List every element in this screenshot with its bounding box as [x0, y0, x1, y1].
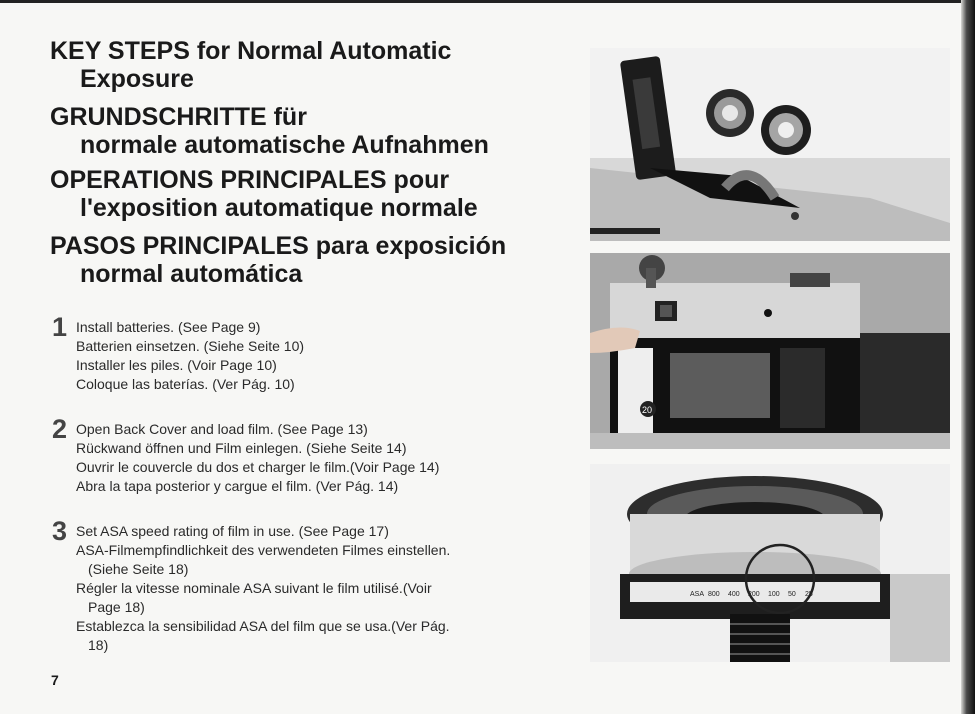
step-text-line: Install batteries. (See Page 9): [76, 319, 261, 335]
asa-value: 100: [768, 591, 780, 598]
asa-value: 400: [728, 591, 740, 598]
step-text-line: Coloque las baterías. (Ver Pág. 10): [76, 376, 295, 392]
step-text-line: (Siehe Seite 18): [88, 561, 189, 577]
asa-label: ASA: [690, 591, 705, 598]
heading-spanish: [50, 232, 506, 288]
step-text-line: Installer les piles. (Voir Page 10): [76, 357, 277, 373]
step-number: 2: [52, 414, 68, 444]
heading-english: [50, 37, 451, 93]
asa-value: 50: [788, 591, 796, 598]
step-text-line: Establezca la sensibilidad ASA del film que se usa.(Ver Pág.: [76, 618, 450, 634]
heading-line: Exposure: [80, 65, 194, 93]
asa-value: 800: [708, 591, 720, 598]
heading-line: normale automatische Aufnahmen: [80, 131, 489, 159]
step-2: [52, 414, 440, 496]
step-text-line: Set ASA speed rating of film in use. (See Page 17): [76, 523, 389, 539]
step-text-line: ASA-Filmempfindlichkeit des verwendeten Filmes einstellen.: [76, 542, 451, 558]
page-top-border: [0, 0, 975, 3]
heading-french: [50, 166, 478, 222]
heading-line: OPERATIONS PRINCIPALES pour: [50, 166, 450, 194]
step-text-line: Ouvrir le couvercle du dos et charger le film.(Voir Page 14): [76, 459, 440, 475]
step-text-line: Batterien einsetzen. (Siehe Seite 10): [76, 338, 305, 354]
step-3: [52, 516, 451, 655]
step-text-line: Régler la vitesse nominale ASA suivant le film utilisé.(Voir: [76, 580, 432, 596]
step-number: 1: [52, 312, 68, 342]
step-number: 3: [52, 516, 68, 546]
asa-dial-photo: [590, 464, 950, 662]
heading-line: PASOS PRINCIPALES para exposición: [50, 232, 507, 260]
step-text-line: Page 18): [88, 599, 145, 615]
step-text-line: Open Back Cover and load film. (See Page 13): [76, 421, 368, 437]
asa-value: 25: [805, 591, 813, 598]
heading-line: KEY STEPS for Normal Automatic: [50, 37, 452, 65]
battery-install-photo: [590, 48, 950, 241]
step-text-line: 18): [88, 637, 109, 653]
page-binding-edge: [961, 0, 975, 714]
step-1: [52, 312, 305, 394]
page-number: 7: [51, 672, 59, 688]
heading-line: normal automática: [80, 260, 303, 288]
step-text-line: Abra la tapa posterior y cargue el film. (Ver Pág. 14): [76, 478, 399, 494]
heading-line: l'exposition automatique normale: [80, 194, 478, 222]
asa-value: 200: [748, 591, 760, 598]
film-cartridge-label: 20: [642, 405, 653, 415]
film-loading-photo: [590, 253, 950, 449]
heading-german: [50, 103, 489, 159]
step-text-line: Rückwand öffnen und Film einlegen. (Siehe Seite 14): [76, 440, 407, 456]
heading-line: GRUNDSCHRITTE für: [50, 103, 307, 131]
